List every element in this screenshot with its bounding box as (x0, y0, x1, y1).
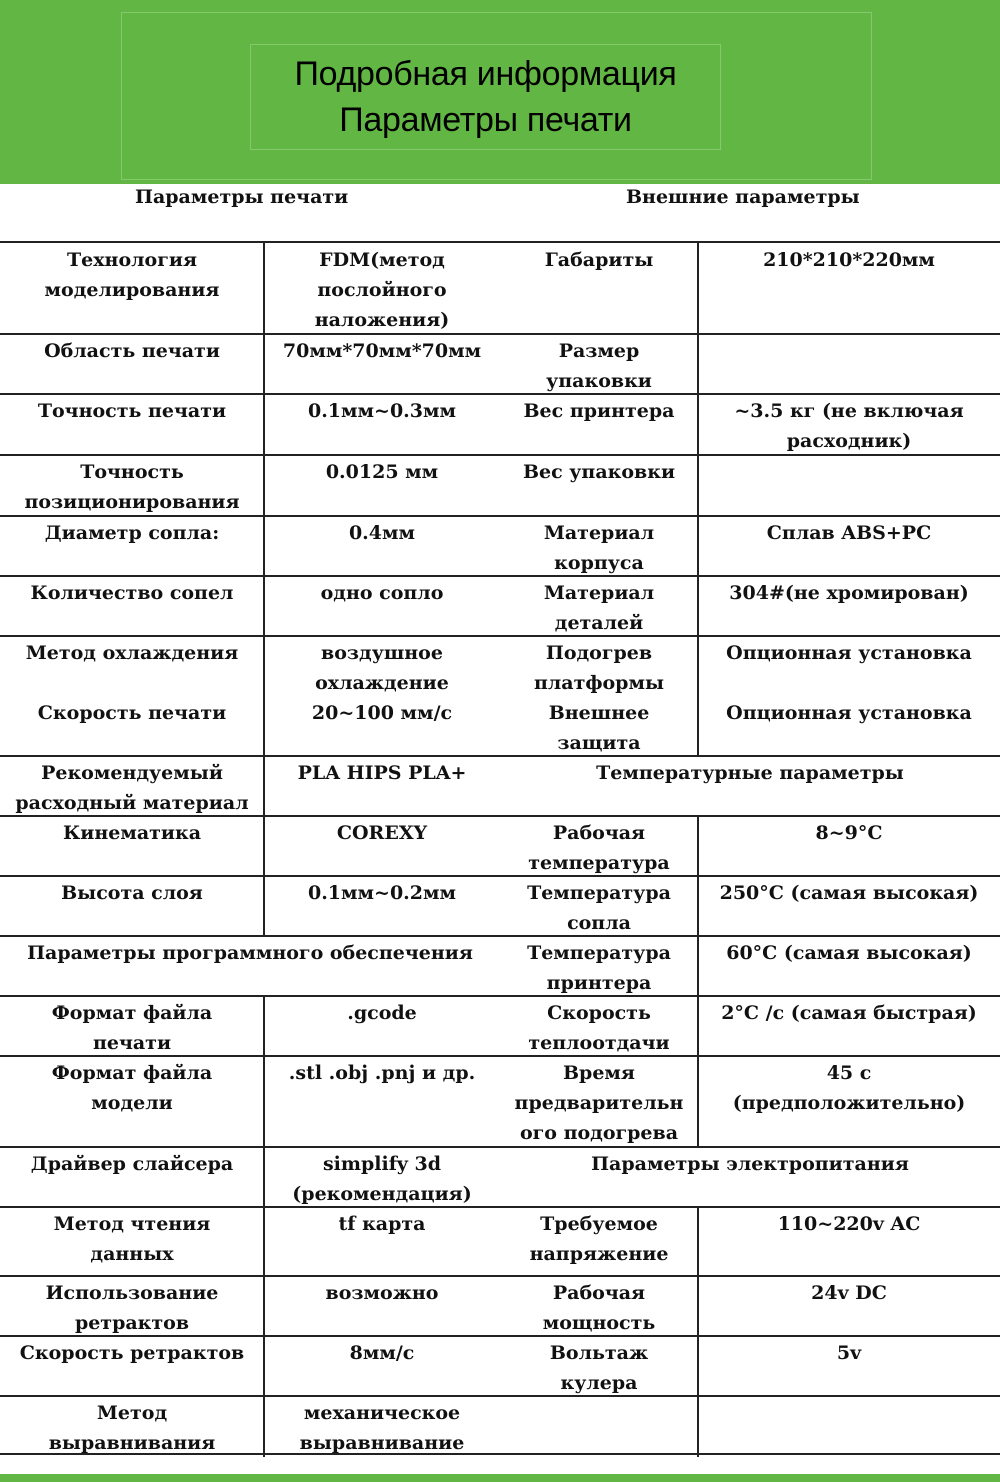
table-cell-r12-c2 (500, 998, 698, 1058)
cell-line: упаковки (546, 370, 652, 392)
cell-line: Скорость (547, 1002, 651, 1024)
cell-line: tf карта (338, 1213, 426, 1235)
cell-line: ~3.5 кг (не включая (734, 400, 964, 422)
table-cell-r4-c2 (500, 518, 698, 578)
table-cell-r8-c1 (264, 758, 500, 788)
table-cell-r13-c3 (698, 1058, 1000, 1118)
cell-line: Подогрев (545, 642, 653, 664)
cell-line: Материал (543, 582, 655, 604)
cell-line: наложения) (314, 309, 450, 331)
cell-line: позиционирования (24, 491, 240, 513)
header-banner (0, 0, 1000, 184)
table-cell-r4-c0 (0, 518, 264, 548)
table-cell-r5-c3 (698, 578, 1000, 608)
table-cell-r1-c0 (0, 336, 264, 366)
row-divider (0, 1275, 1000, 1277)
cell-line: Высота слоя (61, 882, 203, 904)
cell-line: Область печати (44, 340, 220, 362)
cell-line: 70мм*70мм*70мм (282, 340, 482, 362)
cell-line: Сплав ABS+PC (766, 522, 932, 544)
table-cell-r10-c2 (500, 878, 698, 938)
table-cell-r8-c2 (500, 758, 1000, 788)
cell-line: .gcode (347, 1002, 417, 1024)
cell-line: Вес принтера (523, 400, 675, 422)
cell-line: Опционная установка (726, 702, 972, 724)
table-cell-r13-c2 (500, 1058, 698, 1148)
table-cell-r6-c2 (500, 638, 698, 698)
cell-line: 0.1мм~0.3мм (307, 400, 457, 422)
cell-line: расходник) (786, 430, 912, 452)
table-cell-r9-c3 (698, 818, 1000, 848)
cell-line: 20~100 мм/с (311, 702, 453, 724)
cell-line: Материал (543, 522, 655, 544)
table-cell-r15-c0 (0, 1209, 264, 1269)
table-cell-r5-c1 (264, 578, 500, 608)
cell-line: выравнивания (48, 1432, 216, 1454)
table-cell-r16-c2 (500, 1278, 698, 1338)
print-params-heading: Параметры печати (135, 186, 349, 208)
bottom-strip (0, 1474, 1000, 1482)
cell-line: Рекомендуемый (41, 762, 223, 784)
table-cell-r1-c2 (500, 336, 698, 396)
table-cell-r17-c0 (0, 1338, 264, 1368)
table-cell-r16-c1 (264, 1278, 500, 1308)
cell-line: сопла (567, 912, 631, 934)
cell-line: 210*210*220мм (763, 249, 935, 271)
table-cell-r2-c3 (698, 396, 1000, 456)
cell-line: 8мм/с (349, 1342, 415, 1364)
cell-line: Точность (80, 461, 184, 483)
column-divider (697, 1396, 699, 1457)
cell-line: защита (557, 732, 641, 754)
cell-line: 60°С (самая высокая) (726, 942, 972, 964)
cell-line: принтера (546, 972, 652, 994)
cell-line: 0.4мм (348, 522, 416, 544)
cell-line: Скорость ретрактов (19, 1342, 245, 1364)
cell-line: 250°С (самая высокая) (719, 882, 979, 904)
cell-line: Температурные параметры (596, 762, 904, 784)
table-cell-r16-c0 (0, 1278, 264, 1338)
cell-line: деталей (554, 612, 644, 634)
cell-line: Рабочая (552, 1282, 646, 1304)
table-cell-r15-c3 (698, 1209, 1000, 1239)
cell-line: Формат файла (51, 1002, 213, 1024)
banner-title (250, 44, 721, 150)
cell-line: Диаметр сопла: (44, 522, 220, 544)
cell-line: расходный материал (15, 792, 249, 814)
cell-line: Скорость печати (37, 702, 227, 724)
table-cell-r6-c3 (698, 638, 1000, 668)
table-cell-r12-c0 (0, 998, 264, 1058)
cell-line: платформы (533, 672, 665, 694)
table-cell-r14-c0 (0, 1149, 264, 1179)
cell-line: simplify 3d (322, 1153, 442, 1175)
cell-line: теплоотдачи (528, 1032, 670, 1054)
table-cell-r6-c0 (0, 638, 264, 668)
cell-line: послойного (317, 279, 447, 301)
cell-line: модели (91, 1092, 173, 1114)
table-cell-r4-c3 (698, 518, 1000, 548)
cell-line: Кинематика (62, 822, 202, 844)
table-cell-r2-c0 (0, 396, 264, 426)
cell-line: возможно (325, 1282, 439, 1304)
cell-line: .stl .obj .pnj и др. (288, 1062, 476, 1084)
cell-line: кулера (560, 1372, 638, 1394)
table-cell-r0-c2 (500, 245, 698, 275)
cell-line: 5v (836, 1342, 862, 1364)
banner-title-line2: Параметры печати (339, 101, 632, 139)
table-cell-r1-c1 (264, 336, 500, 366)
table-cell-r7-c0 (0, 698, 264, 728)
cell-line: воздушное (321, 642, 443, 664)
cell-line: выравнивание (299, 1432, 465, 1454)
table-cell-r18-c1 (264, 1398, 500, 1458)
cell-line: 24v DC (811, 1282, 887, 1304)
cell-line: данных (90, 1243, 174, 1265)
table-cell-r0-c3 (698, 245, 1000, 275)
cell-line: Температура (527, 942, 671, 964)
table-cell-r0-c0 (0, 245, 264, 305)
table-cell-r3-c1 (264, 457, 500, 487)
cell-line: механическое (303, 1402, 461, 1424)
table-cell-r11-c3 (698, 938, 1000, 968)
table-cell-r13-c0 (0, 1058, 264, 1118)
spec-table (0, 241, 1000, 1455)
table-cell-r13-c1 (264, 1058, 500, 1088)
cell-line: FDM(метод (319, 249, 445, 271)
cell-line: 8~9°С (815, 822, 883, 844)
table-cell-r15-c1 (264, 1209, 500, 1239)
table-cell-r5-c2 (500, 578, 698, 638)
cell-line: корпуса (554, 552, 644, 574)
table-cell-r15-c2 (500, 1209, 698, 1269)
cell-line: (рекомендация) (292, 1183, 472, 1205)
table-cell-r5-c0 (0, 578, 264, 608)
table-cell-r2-c1 (264, 396, 500, 426)
cell-line: Метод (96, 1402, 168, 1424)
table-cell-r9-c2 (500, 818, 698, 878)
cell-line: мощность (542, 1312, 656, 1334)
cell-line: Опционная установка (726, 642, 972, 664)
external-params-heading: Внешние параметры (626, 186, 860, 208)
cell-line: Использование (45, 1282, 219, 1304)
table-cell-r11-c2 (500, 938, 698, 998)
cell-line: COREXY (336, 822, 428, 844)
table-cell-r7-c1 (264, 698, 500, 728)
cell-line: Требуемое (540, 1213, 658, 1235)
cell-line: 0.0125 мм (325, 461, 439, 483)
cell-line: PLA HIPS PLA+ (297, 762, 467, 784)
cell-line: Технология (67, 249, 197, 271)
table-cell-r16-c3 (698, 1278, 1000, 1308)
cell-line: одно сопло (320, 582, 444, 604)
cell-line: Количество сопел (30, 582, 234, 604)
cell-line: Параметры электропитания (591, 1153, 909, 1175)
table-cell-r14-c2 (500, 1149, 1000, 1179)
banner-title-line1: Подробная информация (294, 55, 677, 93)
cell-line: Метод чтения (53, 1213, 211, 1235)
table-cell-r14-c1 (264, 1149, 500, 1209)
cell-line: ого подогрева (519, 1122, 679, 1144)
cell-line: Формат файла (51, 1062, 213, 1084)
cell-line: ретрактов (74, 1312, 190, 1334)
table-cell-r4-c1 (264, 518, 500, 548)
cell-line: Вольтаж (549, 1342, 649, 1364)
cell-line: 304#(не хромирован) (729, 582, 969, 604)
cell-line: напряжение (529, 1243, 669, 1265)
cell-line: Время (563, 1062, 635, 1084)
cell-line: предварительн (514, 1092, 684, 1114)
table-cell-r6-c1 (264, 638, 500, 698)
cell-line: Параметры программного обеспечения (27, 942, 473, 964)
cell-line: Температура (527, 882, 671, 904)
table-cell-r9-c0 (0, 818, 264, 848)
cell-line: охлаждение (315, 672, 449, 694)
table-cell-r7-c3 (698, 698, 1000, 728)
table-cell-r17-c3 (698, 1338, 1000, 1368)
cell-line: Вес упаковки (522, 461, 676, 483)
table-cell-r3-c0 (0, 457, 264, 517)
cell-line: 0.1мм~0.2мм (307, 882, 457, 904)
cell-line: Внешнее (548, 702, 650, 724)
row-divider (0, 1206, 1000, 1208)
table-cell-r0-c1 (264, 245, 500, 335)
cell-line: печати (92, 1032, 172, 1054)
table-cell-r17-c1 (264, 1338, 500, 1368)
table-cell-r11-c0 (0, 938, 500, 968)
cell-line: Размер (558, 340, 640, 362)
table-cell-r7-c2 (500, 698, 698, 758)
table-cell-r18-c0 (0, 1398, 264, 1458)
cell-line: (предположительно) (732, 1092, 966, 1114)
cell-line: моделирования (44, 279, 220, 301)
table-cell-r17-c2 (500, 1338, 698, 1398)
cell-line: Метод охлаждения (25, 642, 239, 664)
table-cell-r8-c0 (0, 758, 264, 818)
table-cell-r12-c3 (698, 998, 1000, 1028)
table-cell-r10-c0 (0, 878, 264, 908)
table-cell-r10-c1 (264, 878, 500, 908)
table-cell-r3-c2 (500, 457, 698, 487)
cell-line: Габариты (544, 249, 654, 271)
table-cell-r10-c3 (698, 878, 1000, 908)
cell-line: температура (528, 852, 670, 874)
table-cell-r12-c1 (264, 998, 500, 1028)
cell-line: Рабочая (552, 822, 646, 844)
cell-line: 110~220v AC (777, 1213, 921, 1235)
cell-line: 2°С /с (самая быстрая) (721, 1002, 977, 1024)
cell-line: 45 с (826, 1062, 872, 1084)
row-divider (0, 333, 1000, 335)
cell-line: Драйвер слайсера (30, 1153, 234, 1175)
table-cell-r9-c1 (264, 818, 500, 848)
table-cell-r2-c2 (500, 396, 698, 426)
cell-line: Точность печати (37, 400, 227, 422)
